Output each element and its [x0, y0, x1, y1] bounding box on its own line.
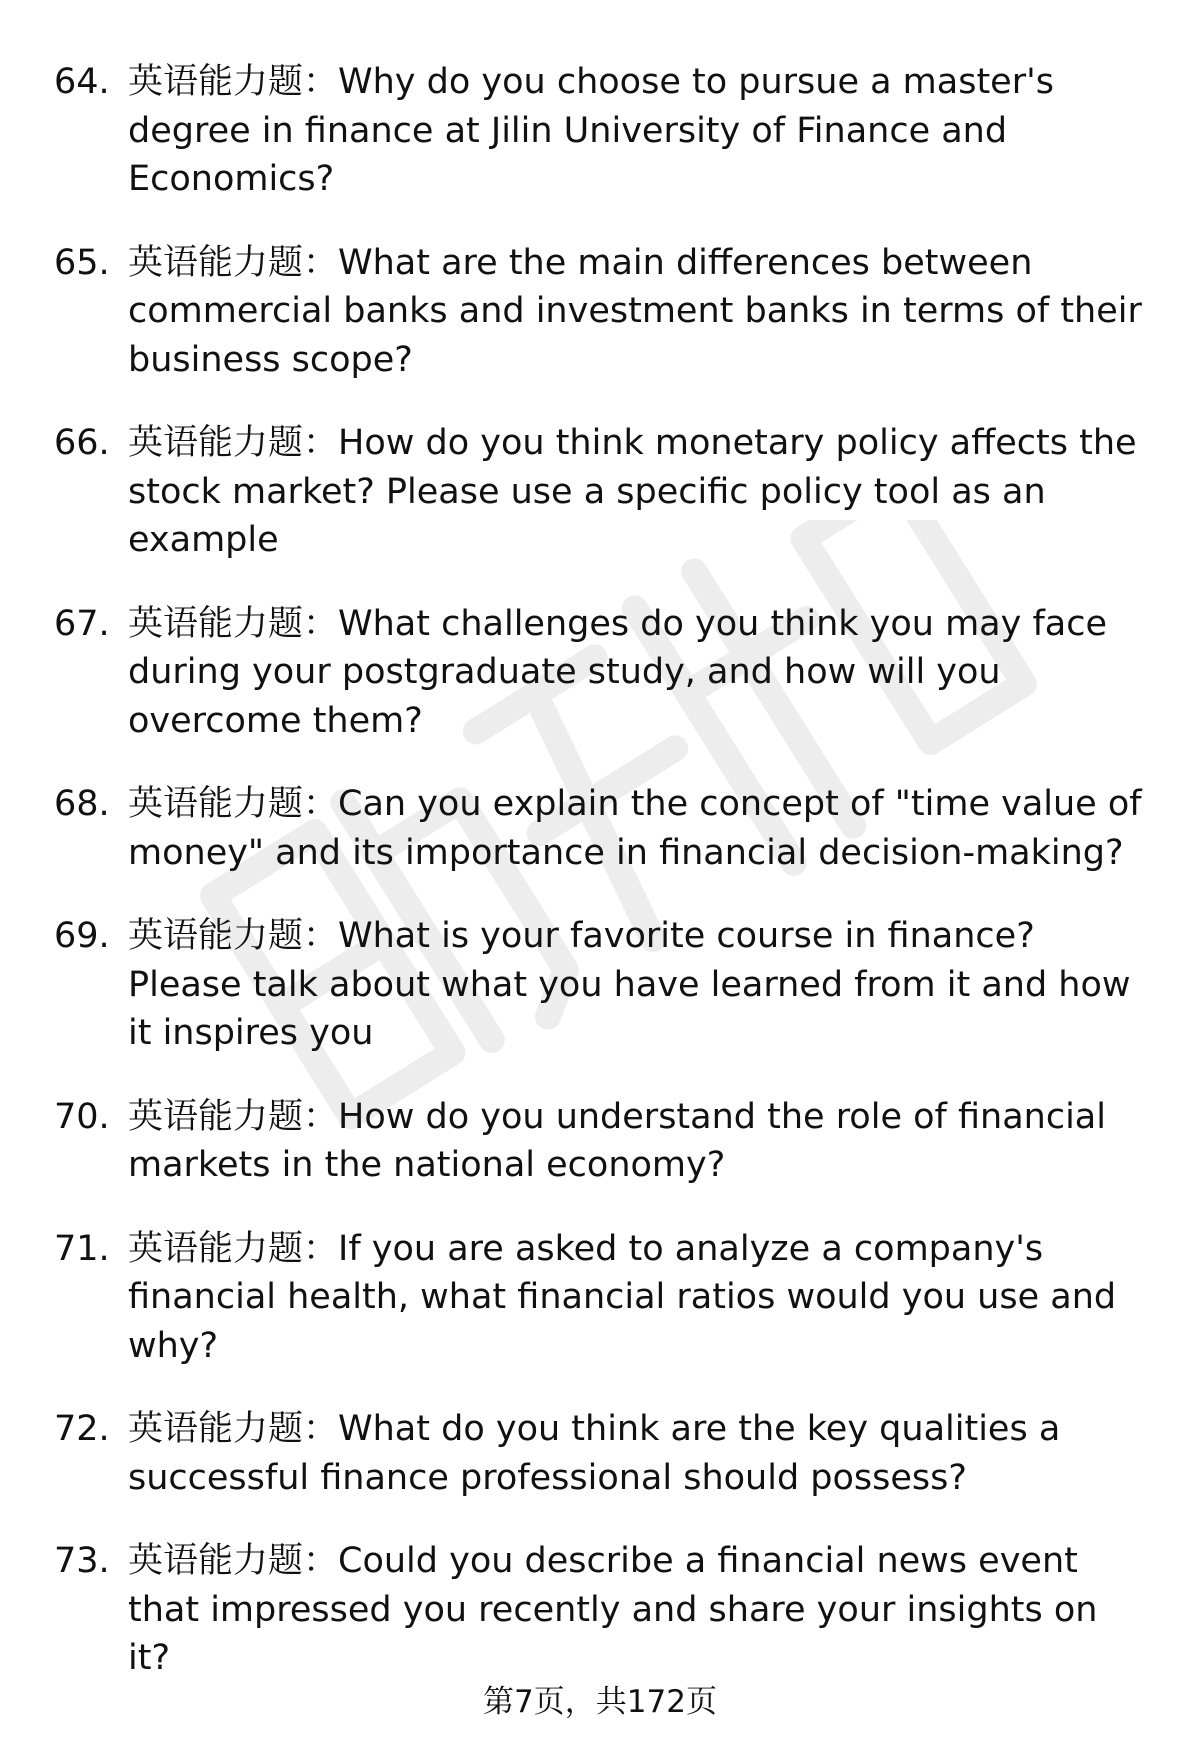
question-prefix: 英语能力题： — [128, 916, 339, 956]
question-text: If you are asked to analyze a company's financial health, what financial ratios would you use and why? — [128, 1228, 1117, 1366]
question-prefix: 英语能力题： — [128, 1541, 339, 1581]
question-text: What is your favorite course in finance? Please talk about what you have learned from it and how it inspires you — [128, 916, 1131, 1053]
question-body — [128, 600, 1148, 746]
question-text: What do you think are the key qualities a successful finance professional should possess? — [128, 1409, 1061, 1498]
question-number: 72. — [54, 1409, 110, 1449]
question-number: 69. — [54, 916, 110, 956]
question-text: Could you describe a financial news event that impressed you recently and share your insights on it? — [128, 1541, 1098, 1678]
question-body — [128, 1405, 1148, 1502]
question-prefix: 英语能力题： — [128, 1409, 339, 1449]
question-text: How do you understand the role of financial markets in the national economy? — [128, 1096, 1106, 1185]
question-item — [54, 1093, 1154, 1190]
question-item — [54, 600, 1154, 746]
question-number: 66. — [54, 423, 110, 463]
question-number: 71. — [54, 1228, 110, 1269]
question-prefix: 英语能力题： — [128, 784, 339, 824]
question-body — [128, 239, 1148, 385]
question-body — [128, 1225, 1148, 1371]
question-body — [128, 1537, 1148, 1683]
question-item — [54, 58, 1154, 204]
question-text: How do you think monetary policy affects the stock market? Please use a specific policy tool as an example — [128, 423, 1137, 560]
question-prefix: 英语能力题： — [128, 242, 339, 283]
page-number-label: 第7页，共172页 — [483, 1684, 717, 1720]
question-prefix: 英语能力题： — [128, 1096, 339, 1137]
question-body — [128, 1093, 1148, 1190]
question-body — [128, 780, 1148, 877]
question-prefix: 英语能力题： — [128, 1228, 339, 1269]
page-footer — [0, 1682, 1200, 1722]
question-number: 73. — [54, 1541, 110, 1581]
question-prefix: 英语能力题： — [128, 62, 339, 102]
question-item — [54, 912, 1154, 1058]
question-body — [128, 419, 1148, 565]
question-text: What are the main differences between commercial banks and investment banks in terms of their business scope? — [128, 242, 1142, 380]
question-prefix: 英语能力题： — [128, 423, 339, 463]
question-item — [54, 1537, 1154, 1683]
question-number: 68. — [54, 784, 110, 824]
question-text: Can you explain the concept of "time value of money" and its importance in financial decision-making? — [128, 784, 1142, 873]
question-body — [128, 912, 1148, 1058]
question-number: 64. — [54, 62, 110, 102]
question-item — [54, 780, 1154, 877]
question-text: What challenges do you think you may face during your postgraduate study, and how will you overcome them? — [128, 603, 1108, 741]
question-number: 65. — [54, 242, 110, 283]
question-prefix: 英语能力题： — [128, 603, 339, 644]
question-list — [54, 58, 1154, 1718]
question-number: 70. — [54, 1096, 110, 1137]
question-item — [54, 1405, 1154, 1502]
question-item — [54, 1225, 1154, 1371]
question-item — [54, 419, 1154, 565]
question-number: 67. — [54, 603, 110, 644]
question-item — [54, 239, 1154, 385]
question-text: Why do you choose to pursue a master's degree in finance at Jilin University of Finance and Economics? — [128, 62, 1054, 199]
question-body — [128, 58, 1148, 204]
